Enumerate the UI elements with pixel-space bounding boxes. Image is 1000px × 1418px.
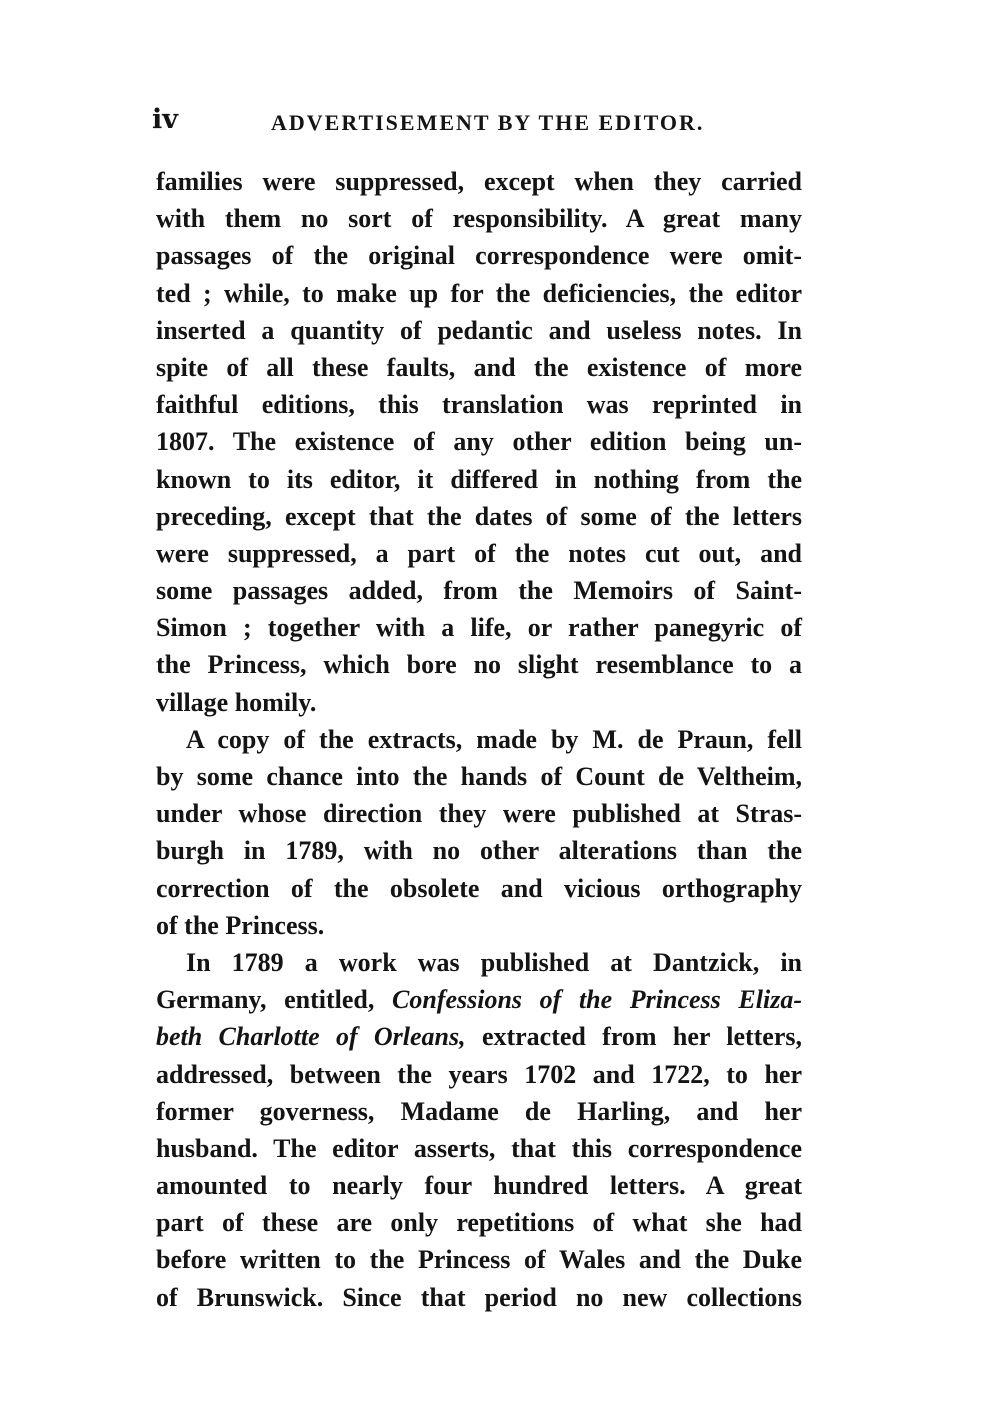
text-run: Germany, entitled, [156,985,392,1015]
text-line: of Brunswick. Since that period no new collections [156,1282,802,1312]
running-head: ADVERTISEMENT BY THE EDITOR. [271,110,705,135]
text-line: A copy of the extracts, made by M. de Praun, fell [186,724,802,754]
text-line: under whose direction they were published at Stras- [156,799,802,829]
text-line: some passages added, from the Memoirs of Saint- [156,576,802,606]
text-line: the Princess, which bore no slight resemblance to a [156,650,802,680]
text-line: preceding, except that the dates of some of the letters [156,501,802,531]
text-line: known to its editor, it differed in nothing from the [156,464,802,494]
text-line: families were suppressed, except when they carried [156,167,802,196]
book-title-italic: Confessions of the Princess Eliza- [392,985,802,1015]
text-line: before written to the Princess of Wales and the Duke [156,1245,802,1275]
text-line: part of these are only repetitions of what she had [156,1208,802,1238]
body-text [156,163,802,1316]
book-title-italic: beth Charlotte of Orleans, [156,1022,466,1052]
text-line: Simon ; together with a life, or rather panegyric of [156,613,802,643]
text-line: faithful editions, this translation was reprinted in [156,390,802,420]
text-line: correction of the obsolete and vicious orthography [156,873,802,903]
text-line: In 1789 a work was published at Dantzick, in [186,947,802,977]
text-line: burgh in 1789, with no other alterations than the [156,836,802,866]
text-line: amounted to nearly four hundred letters. A great [156,1171,802,1201]
text-line: passages of the original correspondence were omit- [156,241,802,271]
text-line: with them no sort of responsibility. A great many [156,204,802,234]
text-line: were suppressed, a part of the notes cut out, and [156,538,802,568]
page-number: iv [152,104,178,135]
text-line: inserted a quantity of pedantic and useless notes. In [156,315,802,345]
text-run: extracted from her letters, [465,1022,802,1052]
text-line: spite of all these faults, and the existence of more [156,352,802,382]
text-line-with-title [156,1018,802,1055]
text-line: 1807. The existence of any other edition being un- [156,427,802,457]
page-header [150,103,800,143]
text-line: husband. The editor asserts, that this correspondence [156,1133,802,1163]
text-line: ted ; while, to make up for the deficiencies, the editor [156,278,802,308]
text-line-with-title [156,981,802,1018]
text-line: village homily. [156,687,317,717]
text-line: addressed, between the years 1702 and 1722, to her [156,1059,802,1089]
text-line: by some chance into the hands of Count de Veltheim, [156,762,802,791]
text-line: former governess, Madame de Harling, and her [156,1096,802,1126]
text-line: of the Princess. [156,910,325,940]
